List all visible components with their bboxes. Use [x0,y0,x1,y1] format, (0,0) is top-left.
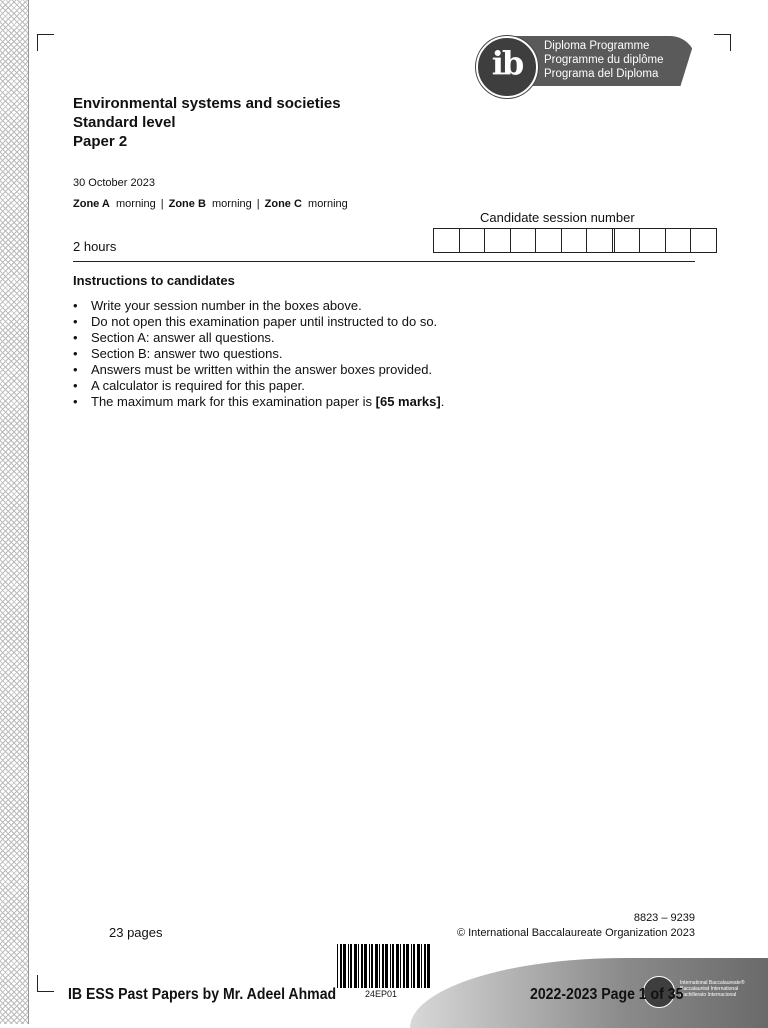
max-mark-prefix: The maximum mark for this examination paper is [91,394,376,409]
zone-a-time: morning [116,198,156,210]
footer-logo-line: Bachillerato Internacional [680,992,737,998]
zone-b-label: Zone B [168,198,206,210]
barcode-icon [336,944,432,988]
zone-c-label: Zone C [264,198,302,210]
paper-code: 8823 – 9239 [633,912,695,924]
footer-logo-text [680,980,745,998]
zone-a-label: Zone A [73,198,110,210]
max-mark-value: [65 marks] [375,394,441,409]
max-mark-suffix: . [440,394,445,409]
zone-b-time: morning [212,198,252,210]
instruction-item: • Write your session number in the boxes above. [73,298,444,314]
binding-edge-pattern [0,0,29,1024]
session-digit-box[interactable] [511,229,537,252]
crop-mark-bottom-left [37,975,54,992]
session-digit-box[interactable] [691,229,716,252]
header-divider [73,261,695,262]
logo-line-en: Diploma Programme [544,40,650,52]
session-digit-box[interactable] [485,229,511,252]
exam-title [73,94,341,151]
ib-diploma-logo [476,36,696,90]
instruction-item: • Answers must be written within the answer boxes provided. [73,362,444,378]
instruction-item: • Do not open this examination paper until instructed to do so. [73,314,444,330]
exam-date: 30 October 2023 [73,177,155,189]
ib-logo-icon: ib [476,36,538,98]
session-digit-box[interactable] [640,229,666,252]
watermark-author: IB ESS Past Papers by Mr. Adeel Ahmad [68,986,337,1003]
candidate-session-boxes [433,228,717,253]
paper-title: Paper 2 [73,133,128,150]
exam-duration: 2 hours [73,239,117,254]
session-digit-box[interactable] [587,229,615,252]
session-digit-box[interactable] [460,229,486,252]
copyright-notice: © International Baccalaureate Organization 2023 [456,927,695,939]
zone-times: Zone A morning | Zone B morning | Zone C morning [73,198,348,210]
instruction-item: • Section B: answer two questions. [73,346,444,362]
instruction-item-max-mark [73,394,444,410]
logo-text [544,39,664,81]
instructions-list [73,298,444,410]
logo-line-fr: Programme du diplôme [544,54,664,66]
zone-c-time: morning [308,198,348,210]
candidate-session-label: Candidate session number [480,210,635,225]
instruction-item: • A calculator is required for this paper. [73,378,444,394]
logo-line-es: Programa del Diploma [544,68,659,80]
subject-title: Environmental systems and societies [73,95,341,112]
instruction-item: • Section A: answer all questions. [73,330,444,346]
session-digit-box[interactable] [666,229,692,252]
session-digit-box[interactable] [536,229,562,252]
instructions-title: Instructions to candidates [73,273,235,288]
session-digit-box[interactable] [615,229,641,252]
page-count: 23 pages [109,925,163,940]
level-title: Standard level [73,114,176,131]
crop-mark-top-right [714,34,731,51]
watermark-page: 2022-2023 Page 1 of 35 [530,986,684,1003]
crop-mark-top-left [37,34,54,51]
session-digit-box[interactable] [562,229,588,252]
barcode-text: 24EP01 [365,989,398,999]
session-digit-box[interactable] [434,229,460,252]
footer-logo-line: International Baccalaureate® [680,980,745,986]
footer-logo-line: Baccalauréat International [680,986,739,992]
